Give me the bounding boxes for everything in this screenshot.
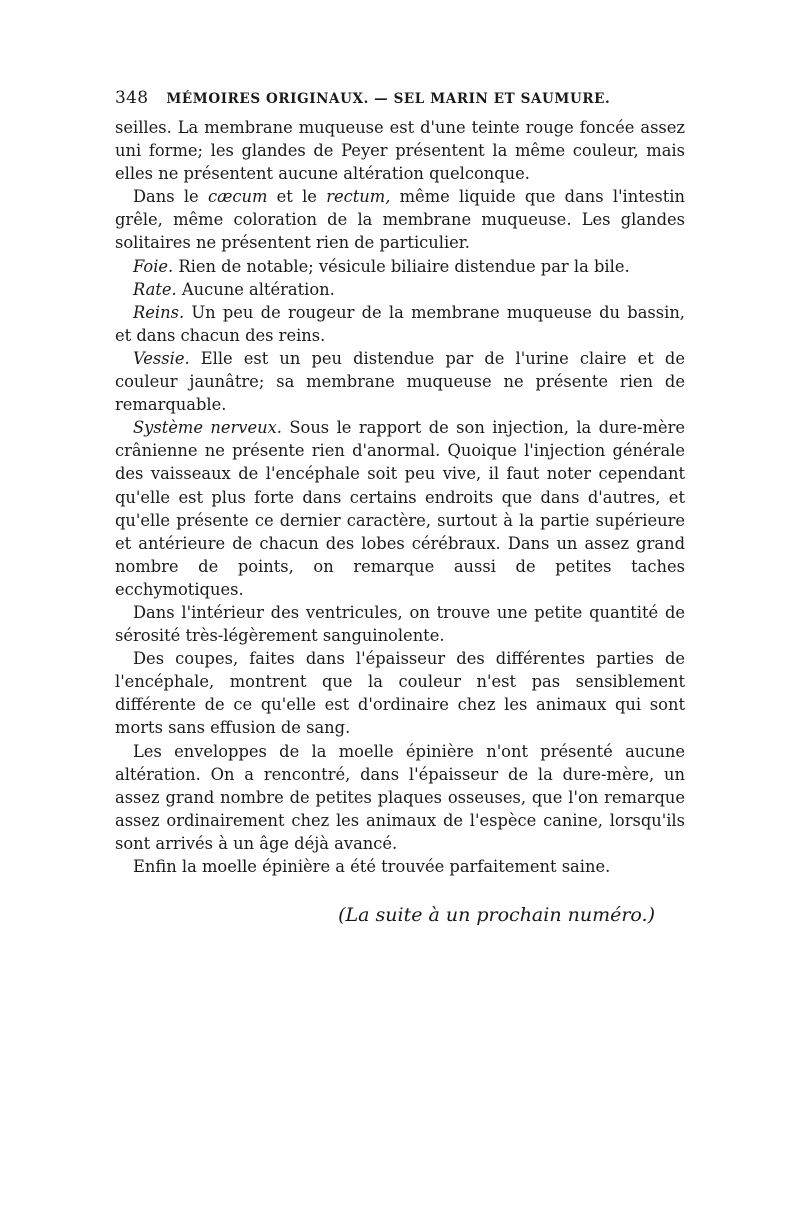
section-label-rate: Rate. <box>133 279 177 299</box>
body-text <box>115 116 685 878</box>
text-run: Rien de notable; vésicule biliaire distendue par la bile. <box>173 256 630 276</box>
running-title: MÉMOIRES ORIGINAUX. — SEL MARIN ET SAUMURE. <box>166 91 611 107</box>
running-header <box>115 88 685 108</box>
text-run: Aucune altération. <box>176 279 335 299</box>
paragraph-enveloppes: Les enveloppes de la moelle épinière n'ont présenté aucune altération. On a rencontré, dans l'épaisseur de la dure-mère, un assez grand nombre de petites plaques osseuses, que l'on remarque assez ordinairement chez les animaux de l'espèce canine, lorsqu'ils sont arrivés à un âge déjà avancé. <box>115 741 685 853</box>
page <box>115 88 685 926</box>
page-number: 348 <box>115 88 149 108</box>
paragraph-systeme-nerveux <box>115 416 685 601</box>
paragraph-vessie <box>115 347 685 416</box>
text-run: Un peu de rougeur de la membrane muqueuse du bassin, et dans chacun des reins. <box>115 302 685 345</box>
text-run: Dans le <box>133 187 208 207</box>
term-caecum: cæcum <box>207 187 268 207</box>
paragraph-ventricules: Dans l'intérieur des ventricules, on trouve une petite quantité de sérosité très-légèrement sanguinolente. <box>115 602 685 646</box>
paragraph-continuation: seilles. La membrane muqueuse est d'une teinte rouge foncée assez uni forme; les glandes de Peyer présentent la même couleur, mais elles ne présentent aucune altération quelconque. <box>115 118 685 184</box>
term-rectum: rectum, <box>326 187 391 207</box>
text-run: même liquide que dans l'intestin grêle, même coloration de la membrane muqueuse. Les glandes solitaires ne présentent rien de particulier. <box>115 187 686 253</box>
paragraph-rate <box>115 278 685 301</box>
paragraph-enfin: Enfin la moelle épinière a été trouvée parfaitement saine. <box>133 857 611 876</box>
text-run: Sous le rapport de son injection, la dure-mère crânienne ne présente rien d'anormal. Quoique l'injection générale des vaisseaux de l'encéphale soit peu vive, il faut noter cependant qu'elle est plus forte dans certains endroits que dans d'autres, et qu'elle présente ce dernier caractère, surtout à la partie supérieure et antérieure de chacun des lobes cérébraux. Dans un assez grand nombre de points, on remarque aussi de petites taches ecchymotiques. <box>115 418 685 599</box>
paragraph-reins <box>115 301 685 347</box>
paragraph-coupes: Des coupes, faites dans l'épaisseur des différentes parties de l'encéphale, montrent que la couleur n'est pas sensiblement différente de ce qu'elle est d'ordinaire chez les animaux qui sont morts sans effusion de sang. <box>115 649 685 738</box>
paragraph-caecum-rectum <box>115 185 685 254</box>
section-label-systeme-nerveux: Système nerveux. <box>133 418 282 438</box>
closing-note: (La suite à un prochain numéro.) <box>338 904 655 927</box>
paragraph-foie <box>115 255 685 278</box>
section-label-foie: Foie. <box>133 256 174 276</box>
section-label-reins: Reins. <box>133 302 185 322</box>
section-label-vessie: Vessie. <box>133 348 190 368</box>
text-run: et le <box>267 187 327 207</box>
text-run: Elle est un peu distendue par de l'urine claire et de couleur jaunâtre; sa membrane muqueuse ne présente rien de remarquable. <box>115 348 685 415</box>
